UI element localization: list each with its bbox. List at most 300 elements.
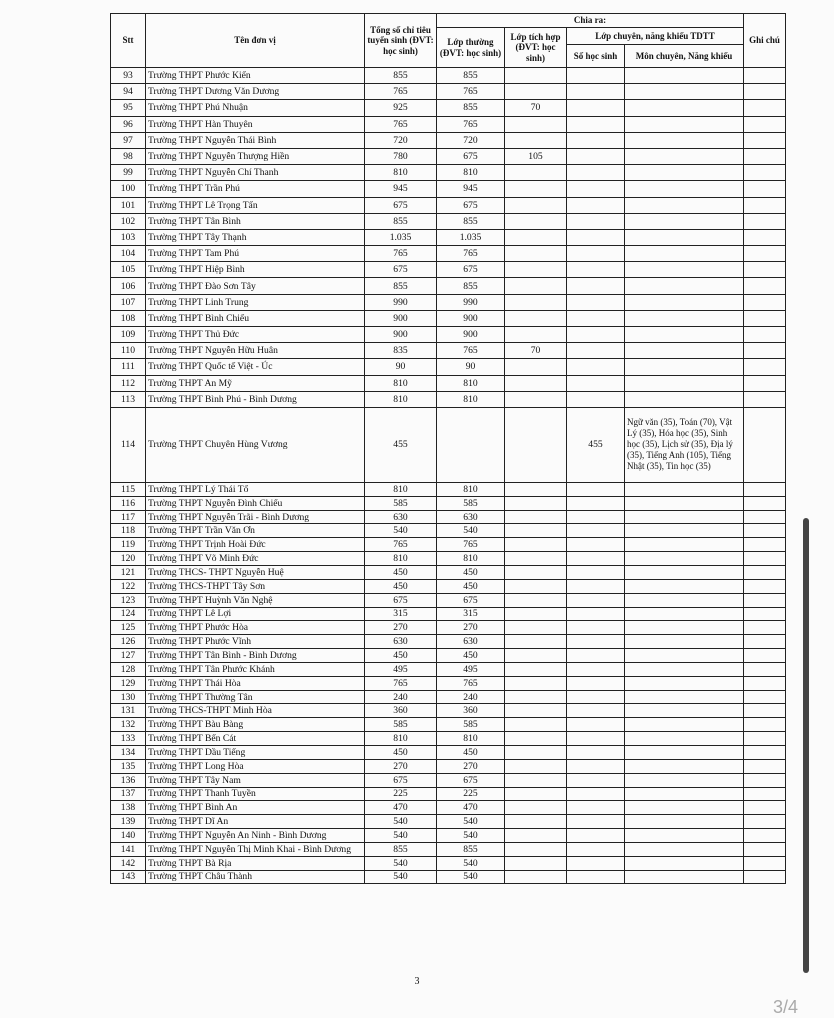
row-gifted-students [567,510,625,524]
row-stt: 98 [111,148,146,164]
row-integrated [505,278,567,294]
row-total: 675 [365,773,437,787]
row-total: 855 [365,213,437,229]
row-regular: 765 [437,538,505,552]
table-row [111,246,786,262]
row-integrated [505,662,567,676]
row-gifted-students [567,132,625,148]
row-stt: 96 [111,116,146,132]
row-integrated [505,842,567,856]
row-regular: 810 [437,165,505,181]
table-row [111,621,786,635]
row-regular: 765 [437,246,505,262]
row-integrated: 105 [505,148,567,164]
row-gifted-students [567,116,625,132]
row-notes [744,407,786,482]
row-regular: 675 [437,148,505,164]
header-gifted-class: Lớp chuyên, năng khiếu TDTT [567,28,744,45]
row-total: 585 [365,718,437,732]
row-gifted-students [567,745,625,759]
row-notes [744,829,786,843]
table-row [111,84,786,100]
row-stt: 126 [111,635,146,649]
row-gifted-subjects [625,704,744,718]
row-notes [744,579,786,593]
row-stt: 135 [111,759,146,773]
row-unit-name: Trường THPT Bến Cát [146,732,365,746]
row-stt: 110 [111,343,146,359]
row-notes [744,213,786,229]
row-total: 810 [365,552,437,566]
row-gifted-subjects [625,262,744,278]
row-integrated [505,197,567,213]
table-row [111,787,786,801]
row-gifted-subjects [625,690,744,704]
row-stt: 101 [111,197,146,213]
table-row [111,538,786,552]
row-stt: 94 [111,84,146,100]
table-row [111,649,786,663]
row-gifted-subjects [625,787,744,801]
row-unit-name: Trường THPT Châu Thành [146,870,365,884]
row-notes [744,552,786,566]
row-notes [744,732,786,746]
row-stt: 142 [111,856,146,870]
row-regular: 90 [437,359,505,375]
row-unit-name: Trường THPT Tây Nam [146,773,365,787]
row-unit-name: Trường THPT Linh Trung [146,294,365,310]
row-gifted-students [567,579,625,593]
row-total: 780 [365,148,437,164]
row-gifted-students [567,165,625,181]
row-gifted-students [567,621,625,635]
row-gifted-students [567,246,625,262]
row-unit-name: Trường THPT Huỳnh Văn Nghệ [146,593,365,607]
row-regular: 585 [437,496,505,510]
row-gifted-subjects [625,278,744,294]
row-gifted-subjects [625,718,744,732]
row-notes [744,635,786,649]
row-notes [744,148,786,164]
row-integrated: 70 [505,343,567,359]
row-stt: 137 [111,787,146,801]
row-unit-name: Trường THPT Bình Phú - Bình Dương [146,391,365,407]
row-notes [744,856,786,870]
row-integrated [505,649,567,663]
row-unit-name: Trường THPT Quốc tế Việt - Úc [146,359,365,375]
row-total: 450 [365,745,437,759]
table-row [111,165,786,181]
row-notes [744,538,786,552]
header-notes: Ghi chú [744,14,786,68]
row-integrated [505,165,567,181]
row-total: 765 [365,538,437,552]
row-regular: 765 [437,676,505,690]
row-total: 630 [365,510,437,524]
row-total: 810 [365,375,437,391]
row-total: 925 [365,100,437,116]
row-regular: 900 [437,327,505,343]
row-total: 270 [365,759,437,773]
row-integrated [505,391,567,407]
row-notes [744,524,786,538]
row-stt: 117 [111,510,146,524]
table-row [111,375,786,391]
table-row [111,759,786,773]
table-row [111,197,786,213]
row-integrated [505,310,567,326]
row-integrated [505,510,567,524]
row-notes [744,787,786,801]
row-notes [744,482,786,496]
header-stt: Stt [111,14,146,68]
header-specialized-subjects: Môn chuyên, Năng khiếu [625,45,744,68]
row-integrated [505,213,567,229]
row-unit-name: Trường THPT Thái Hòa [146,676,365,690]
row-gifted-subjects [625,148,744,164]
row-notes [744,607,786,621]
row-regular: 855 [437,278,505,294]
enrollment-table [110,13,786,884]
row-gifted-students [567,375,625,391]
row-integrated [505,579,567,593]
row-regular: 675 [437,773,505,787]
row-gifted-students [567,359,625,375]
row-stt: 107 [111,294,146,310]
row-stt: 131 [111,704,146,718]
row-notes [744,375,786,391]
row-unit-name: Trường THPT Nguyễn Hữu Huân [146,343,365,359]
row-gifted-students [567,690,625,704]
row-unit-name: Trường THPT Long Hòa [146,759,365,773]
row-unit-name: Trường THPT Đào Sơn Tây [146,278,365,294]
row-notes [744,842,786,856]
row-unit-name: Trường THPT Lê Lợi [146,607,365,621]
row-integrated [505,801,567,815]
row-gifted-subjects: Ngữ văn (35), Toán (70), Vật Lý (35), Hóa học (35), Sinh học (35), Lịch sử (35), Địa lý (35), Tiếng Anh (105), Tiếng Nhật (35), Tin học (35) [625,407,744,482]
row-notes [744,496,786,510]
row-regular: 810 [437,375,505,391]
row-gifted-students [567,842,625,856]
row-stt: 111 [111,359,146,375]
row-notes [744,165,786,181]
row-unit-name: Trường THPT Trịnh Hoài Đức [146,538,365,552]
row-gifted-students [567,566,625,580]
table-row [111,566,786,580]
row-gifted-subjects [625,538,744,552]
row-integrated [505,690,567,704]
row-total: 540 [365,856,437,870]
row-gifted-subjects [625,524,744,538]
row-integrated [505,607,567,621]
row-stt: 124 [111,607,146,621]
row-notes [744,593,786,607]
vertical-scrollbar[interactable] [803,518,809,973]
row-unit-name: Trường THPT Thủ Đức [146,327,365,343]
row-regular: 855 [437,68,505,84]
row-gifted-students [567,538,625,552]
row-regular: 270 [437,621,505,635]
row-total: 540 [365,815,437,829]
row-notes [744,197,786,213]
row-stt: 115 [111,482,146,496]
table-row [111,801,786,815]
row-gifted-subjects [625,635,744,649]
row-total: 540 [365,870,437,884]
row-integrated [505,635,567,649]
row-regular: 470 [437,801,505,815]
row-total: 450 [365,566,437,580]
row-notes [744,181,786,197]
row-notes [744,745,786,759]
row-gifted-students [567,84,625,100]
row-unit-name: Trường THCS-THPT Tây Sơn [146,579,365,593]
row-total: 470 [365,801,437,815]
row-integrated [505,327,567,343]
row-total: 450 [365,579,437,593]
row-unit-name: Trường THPT An Mỹ [146,375,365,391]
row-regular: 630 [437,510,505,524]
row-total: 900 [365,310,437,326]
row-total: 810 [365,732,437,746]
row-gifted-students [567,262,625,278]
row-unit-name: Trường THPT Phú Nhuận [146,100,365,116]
row-total: 675 [365,262,437,278]
row-notes [744,801,786,815]
row-total: 765 [365,676,437,690]
row-unit-name: Trường THPT Bà Rịa [146,856,365,870]
row-unit-name: Trường THPT Tam Phú [146,246,365,262]
row-stt: 109 [111,327,146,343]
row-stt: 121 [111,566,146,580]
row-stt: 95 [111,100,146,116]
row-stt: 102 [111,213,146,229]
row-stt: 143 [111,870,146,884]
row-regular: 450 [437,649,505,663]
row-total: 540 [365,524,437,538]
row-gifted-students [567,343,625,359]
row-gifted-subjects [625,496,744,510]
row-regular: 990 [437,294,505,310]
row-gifted-subjects [625,662,744,676]
row-unit-name: Trường THPT Nguyễn Chí Thanh [146,165,365,181]
row-notes [744,391,786,407]
row-gifted-students [567,759,625,773]
row-total: 765 [365,246,437,262]
row-stt: 132 [111,718,146,732]
row-regular [437,407,505,482]
row-unit-name: Trường THPT Bàu Bàng [146,718,365,732]
row-integrated [505,116,567,132]
row-stt: 105 [111,262,146,278]
row-notes [744,343,786,359]
row-integrated [505,829,567,843]
row-gifted-students [567,649,625,663]
row-unit-name: Trường THPT Thường Tân [146,690,365,704]
table-body [111,68,786,884]
row-unit-name: Trường THPT Phước Vĩnh [146,635,365,649]
row-unit-name: Trường THPT Nguyễn Đình Chiểu [146,496,365,510]
row-notes [744,870,786,884]
row-stt: 106 [111,278,146,294]
row-gifted-students [567,662,625,676]
row-stt: 133 [111,732,146,746]
row-gifted-subjects [625,745,744,759]
table-row [111,856,786,870]
row-total: 990 [365,294,437,310]
row-gifted-students [567,327,625,343]
row-total: 1.035 [365,229,437,245]
row-gifted-subjects [625,327,744,343]
row-unit-name: Trường THPT Dương Văn Dương [146,84,365,100]
table-row [111,870,786,884]
row-stt: 127 [111,649,146,663]
row-unit-name: Trường THPT Phước Kiển [146,68,365,84]
row-unit-name: Trường THPT Tân Bình [146,213,365,229]
row-integrated [505,482,567,496]
row-integrated [505,246,567,262]
row-unit-name: Trường THPT Nguyễn Thị Minh Khai - Bình Dương [146,842,365,856]
row-total: 225 [365,787,437,801]
row-integrated [505,538,567,552]
row-regular: 360 [437,704,505,718]
table-row [111,704,786,718]
row-regular: 450 [437,566,505,580]
row-stt: 125 [111,621,146,635]
row-notes [744,566,786,580]
row-regular: 720 [437,132,505,148]
row-notes [744,510,786,524]
row-gifted-subjects [625,621,744,635]
row-integrated [505,745,567,759]
table-row [111,510,786,524]
row-total: 810 [365,391,437,407]
row-integrated [505,621,567,635]
row-regular: 765 [437,84,505,100]
row-gifted-subjects [625,116,744,132]
row-gifted-subjects [625,732,744,746]
row-gifted-subjects [625,181,744,197]
row-notes [744,116,786,132]
row-gifted-subjects [625,84,744,100]
row-total: 270 [365,621,437,635]
row-gifted-students [567,787,625,801]
table-row [111,829,786,843]
row-gifted-students [567,856,625,870]
row-stt: 123 [111,593,146,607]
row-stt: 141 [111,842,146,856]
row-integrated [505,566,567,580]
row-gifted-subjects [625,510,744,524]
row-gifted-subjects [625,197,744,213]
row-regular: 225 [437,787,505,801]
row-gifted-students [567,718,625,732]
row-integrated [505,552,567,566]
row-total: 810 [365,165,437,181]
row-integrated [505,84,567,100]
row-regular: 675 [437,197,505,213]
row-gifted-students [567,294,625,310]
row-integrated [505,759,567,773]
row-unit-name: Trường THPT Tây Thạnh [146,229,365,245]
row-stt: 138 [111,801,146,815]
row-notes [744,662,786,676]
row-regular: 540 [437,815,505,829]
row-unit-name: Trường THCS- THPT Nguyễn Huệ [146,566,365,580]
row-notes [744,68,786,84]
table-row [111,496,786,510]
row-regular: 765 [437,343,505,359]
row-total: 315 [365,607,437,621]
row-gifted-subjects [625,552,744,566]
row-integrated [505,704,567,718]
row-regular: 855 [437,213,505,229]
row-unit-name: Trường THCS-THPT Minh Hòa [146,704,365,718]
table-row [111,732,786,746]
row-gifted-subjects [625,482,744,496]
page-number: 3 [414,976,420,987]
row-total: 675 [365,593,437,607]
row-notes [744,359,786,375]
row-gifted-subjects [625,343,744,359]
row-gifted-subjects [625,132,744,148]
row-gifted-subjects [625,310,744,326]
row-regular: 675 [437,593,505,607]
table-row [111,359,786,375]
row-stt: 113 [111,391,146,407]
row-notes [744,294,786,310]
page-indicator: 3/4 [772,997,798,1017]
row-gifted-subjects [625,375,744,391]
row-gifted-subjects [625,294,744,310]
row-gifted-subjects [625,359,744,375]
row-integrated [505,593,567,607]
row-gifted-subjects [625,829,744,843]
row-total: 90 [365,359,437,375]
row-gifted-subjects [625,801,744,815]
table-row [111,676,786,690]
table-row [111,116,786,132]
row-unit-name: Trường THPT Nguyễn Thái Bình [146,132,365,148]
table-row [111,213,786,229]
row-stt: 103 [111,229,146,245]
row-integrated [505,524,567,538]
row-regular: 810 [437,732,505,746]
row-stt: 140 [111,829,146,843]
row-gifted-students [567,278,625,294]
table-row [111,343,786,359]
row-stt: 119 [111,538,146,552]
row-regular: 540 [437,829,505,843]
table-row [111,745,786,759]
row-gifted-students [567,100,625,116]
table-row [111,607,786,621]
row-stt: 112 [111,375,146,391]
row-notes [744,84,786,100]
row-integrated [505,229,567,245]
row-gifted-subjects [625,100,744,116]
row-gifted-students [567,496,625,510]
row-total: 945 [365,181,437,197]
row-gifted-subjects [625,229,744,245]
table-row [111,100,786,116]
row-stt: 129 [111,676,146,690]
table-row [111,327,786,343]
row-total: 900 [365,327,437,343]
table-row [111,690,786,704]
row-gifted-subjects [625,842,744,856]
row-gifted-subjects [625,759,744,773]
